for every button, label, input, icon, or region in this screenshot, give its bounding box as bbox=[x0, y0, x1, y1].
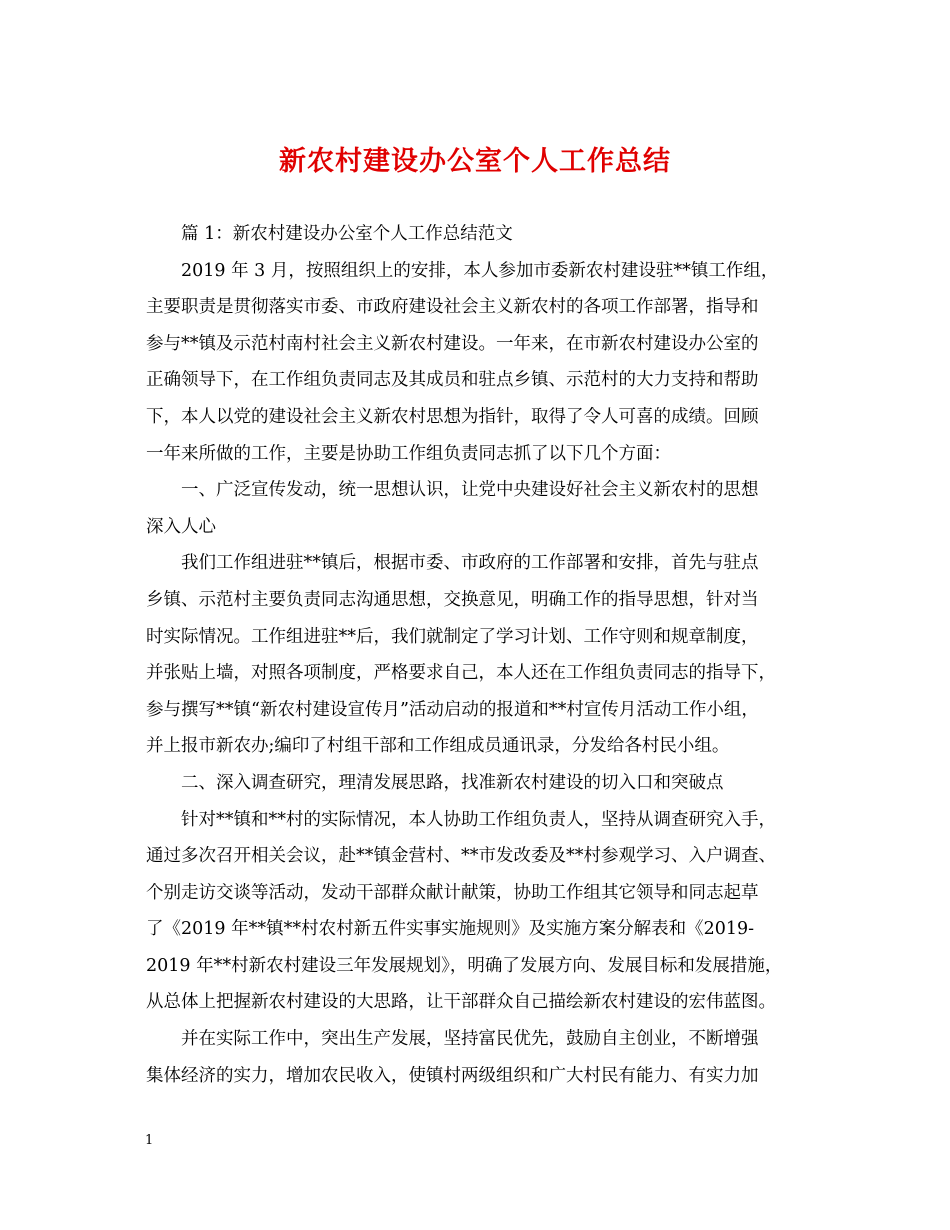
text-line: 并上报市新农办;编印了村组干部和工作组成员通讯录，分发给各村民小组。 bbox=[146, 736, 730, 757]
text-line: 从总体上把握新农村建设的大思路，让干部群众自己描绘新农村建设的宏伟蓝图。 bbox=[146, 992, 776, 1013]
text-line: 下，本人以党的建设社会主义新农村思想为指针，取得了令人可喜的成绩。回顾 bbox=[146, 406, 759, 427]
text-line: 时实际情况。工作组进驻**后，我们就制定了学习计划、工作守则和规章制度， bbox=[146, 626, 759, 647]
text-line: 参与**镇及示范村南村社会主义新农村建设。一年来，在市新农村建设办公室的 bbox=[146, 333, 759, 354]
text-line: 正确领导下，在工作组负责同志及其成员和驻点乡镇、示范村的大力支持和帮助 bbox=[146, 370, 759, 391]
text-line: 并张贴上墙，对照各项制度，严格要求自己，本人还在工作组负责同志的指导下， bbox=[146, 663, 776, 684]
text-line: 深入人心 bbox=[146, 516, 216, 537]
text-line: 2019 年 3 月，按照组织上的安排，本人参加市委新农村建设驻**镇工作组， bbox=[181, 260, 779, 281]
text-line: 我们工作组进驻**镇后，根据市委、市政府的工作部署和安排，首先与驻点 bbox=[181, 553, 759, 574]
text-line: 2019 年**村新农村建设三年发展规划》，明确了发展方向、发展目标和发展措施， bbox=[146, 955, 783, 976]
text-line: 乡镇、示范村主要负责同志沟通思想，交换意见，明确工作的指导思想，针对当 bbox=[146, 589, 759, 610]
document-title: 新农村建设办公室个人工作总结 bbox=[279, 146, 671, 177]
page-number: 1 bbox=[145, 1133, 154, 1148]
text-line: 主要职责是贯彻落实市委、市政府建设社会主义新农村的各项工作部署，指导和 bbox=[146, 297, 759, 318]
text-line: 个别走访交谈等活动，发动干部群众献计献策，协助工作组其它领导和同志起草 bbox=[146, 882, 759, 903]
text-line: 通过多次召开相关会议，赴**镇金营村、**市发改委及**村参观学习、入户调查、 bbox=[146, 846, 776, 867]
document-body bbox=[146, 216, 806, 1094]
text-line: 二、深入调查研究，理清发展思路，找准新农村建设的切入口和突破点 bbox=[181, 772, 724, 793]
text-line: 一、广泛宣传发动，统一思想认识，让党中央建设好社会主义新农村的思想 bbox=[181, 480, 759, 501]
text-line: 篇 1：新农村建设办公室个人工作总结范文 bbox=[181, 224, 513, 244]
text-line: 了《2019 年**镇**村农村新五件实事实施规则》及实施方案分解表和《2019- bbox=[146, 919, 755, 940]
text-line: 集体经济的实力，增加农民收入，使镇村两级组织和广大村民有能力、有实力加 bbox=[146, 1065, 759, 1086]
text-line: 一年来所做的工作，主要是协助工作组负责同志抓了以下几个方面： bbox=[146, 443, 671, 464]
text-line: 参与撰写**镇“新农村建设宣传月”活动启动的报道和**村宣传月活动工作小组， bbox=[146, 699, 759, 720]
text-line: 针对**镇和**村的实际情况，本人协助工作组负责人，坚持从调查研究入手， bbox=[181, 809, 776, 830]
text-line: 并在实际工作中，突出生产发展，坚持富民优先，鼓励自主创业，不断增强 bbox=[181, 1029, 759, 1050]
